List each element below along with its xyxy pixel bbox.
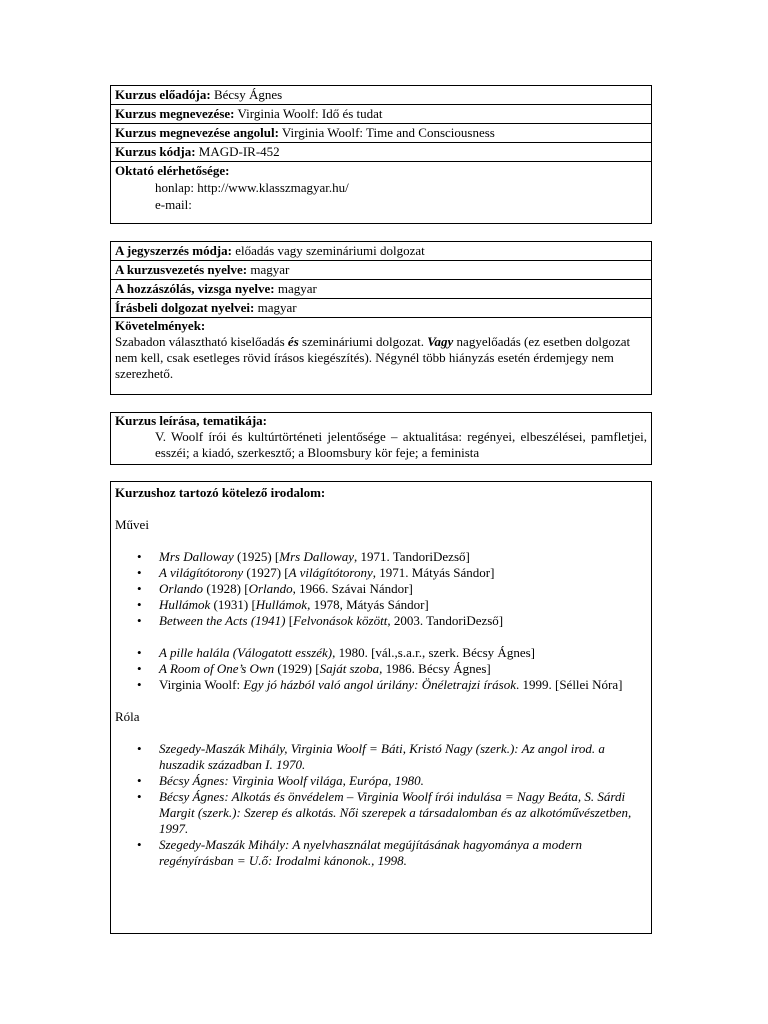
info-row-paper-language — [111, 299, 651, 318]
list-item: • Orlando (1928) [Orlando, 1966. Szávai Nándor] — [159, 581, 647, 597]
info-row-exam-language — [111, 280, 651, 299]
description-box — [110, 412, 652, 465]
field-label: Oktató elérhetősége: — [115, 163, 230, 178]
requirements-section — [111, 318, 651, 382]
literature-label: Kurzushoz tartozó kötelező irodalom: — [115, 485, 326, 500]
works-list — [115, 549, 647, 629]
info-row-course-name — [111, 105, 651, 124]
field-label: Kurzus megnevezése: — [115, 106, 235, 121]
list-item: • Mrs Dalloway (1925) [Mrs Dalloway, 1971. TandoriDezső] — [159, 549, 647, 565]
field-label: Kurzus kódja: — [115, 144, 196, 159]
field-value: magyar — [274, 281, 317, 296]
field-label: A kurzusvezetés nyelve: — [115, 262, 248, 277]
field-label: Írásbeli dolgozat nyelvei: — [115, 300, 255, 315]
list-item: • Between the Acts (1941) [Felvonások között, 2003. TandoriDezső] — [159, 613, 647, 629]
req-emphasis-or: Vagy — [427, 334, 454, 349]
req-emphasis-and: és — [287, 334, 299, 349]
info-row-lecturer — [111, 86, 651, 105]
field-value: magyar — [254, 300, 297, 315]
course-info-box — [110, 85, 652, 224]
info-row-contact — [111, 162, 651, 213]
field-value: Bécsy Ágnes — [210, 87, 283, 102]
requirements-text — [115, 334, 647, 382]
field-value: Virginia Woolf: Idő és tudat — [234, 106, 383, 121]
description-section — [111, 413, 651, 461]
homepage-text: honlap: http://www.klasszmagyar.hu/ — [155, 180, 349, 195]
works-list-secondary — [115, 645, 647, 693]
field-value: Virginia Woolf: Time and Consciousness — [278, 125, 495, 140]
req-text-3: nagyelőadás (ez esetben dolgozat nem kell, csak esetleges rövid írásos kiegészítés). Négynél több hiányzás esetén érdemjegy nem szerezhető. — [115, 334, 631, 381]
about-heading: Róla — [115, 709, 140, 724]
list-item: • A pille halála (Válogatott esszék), 1980. [vál.,s.a.r., szerk. Bécsy Ágnes] — [159, 645, 643, 661]
description-label: Kurzus leírása, tematikája: — [115, 413, 268, 428]
literature-box — [110, 481, 652, 934]
description-text: V. Woolf írói és kultúrtörténeti jelentősége – aktualitása: regényei, elbeszélései, pamfletjei, esszéi; a kiadó, szerkesztő; a Bloomsbury kör feje; a feminista — [155, 429, 647, 460]
req-text-2: szemináriumi dolgozat. — [298, 334, 428, 349]
grading-box — [110, 241, 652, 395]
info-row-grading-method — [111, 242, 651, 261]
list-item: • A világítótorony (1927) [A világítótorony, 1971. Mátyás Sándor] — [159, 565, 647, 581]
field-label: A jegyszerzés módja: — [115, 243, 232, 258]
info-row-course-code — [111, 143, 651, 162]
list-item: • Szegedy-Maszák Mihály, Virginia Woolf = Báti, Kristó Nagy (szerk.): Az angol irod. a huszadik században I. 1970. — [159, 741, 645, 773]
field-label: A hozzászólás, vizsga nyelve: — [115, 281, 275, 296]
list-item: • Bécsy Ágnes: Alkotás és önvédelem – Virginia Woolf írói indulása = Nagy Beáta, S. Sárdi Margit (szerk.): Szerep és alkotás. Női szerepek a társadalomban és az alkotóművészetben, 1997. — [159, 789, 645, 837]
list-item: • Bécsy Ágnes: Virginia Woolf világa, Európa, 1980. — [159, 773, 645, 789]
list-item: • Virginia Woolf: Egy jó házból való angol úrilány: Önéletrajzi írások. 1999. [Séllei Nóra] — [159, 677, 643, 693]
list-item: • Hullámok (1931) [Hullámok, 1978, Mátyás Sándor] — [159, 597, 647, 613]
field-value: magyar — [247, 262, 290, 277]
field-value: előadás vagy szemináriumi dolgozat — [231, 243, 425, 258]
field-value: MAGD-IR-452 — [195, 144, 280, 159]
requirements-label: Követelmények: — [115, 318, 206, 333]
field-label: Kurzus megnevezése angolul: — [115, 125, 279, 140]
works-heading: Művei — [115, 517, 149, 532]
about-list — [115, 741, 647, 869]
list-item: • A Room of One’s Own (1929) [Saját szoba, 1986. Bécsy Ágnes] — [159, 661, 643, 677]
req-text-1: Szabadon választható kiselőadás — [115, 334, 288, 349]
list-item: • Szegedy-Maszák Mihály: A nyelvhasználat megújításának hagyománya a modern regényírásban = U.ő: Irodalmi kánonok., 1998. — [159, 837, 645, 869]
email-text: e-mail: — [155, 197, 192, 212]
field-label: Kurzus előadója: — [115, 87, 211, 102]
info-row-course-language — [111, 261, 651, 280]
info-row-course-name-english — [111, 124, 651, 143]
literature-section — [111, 482, 651, 869]
